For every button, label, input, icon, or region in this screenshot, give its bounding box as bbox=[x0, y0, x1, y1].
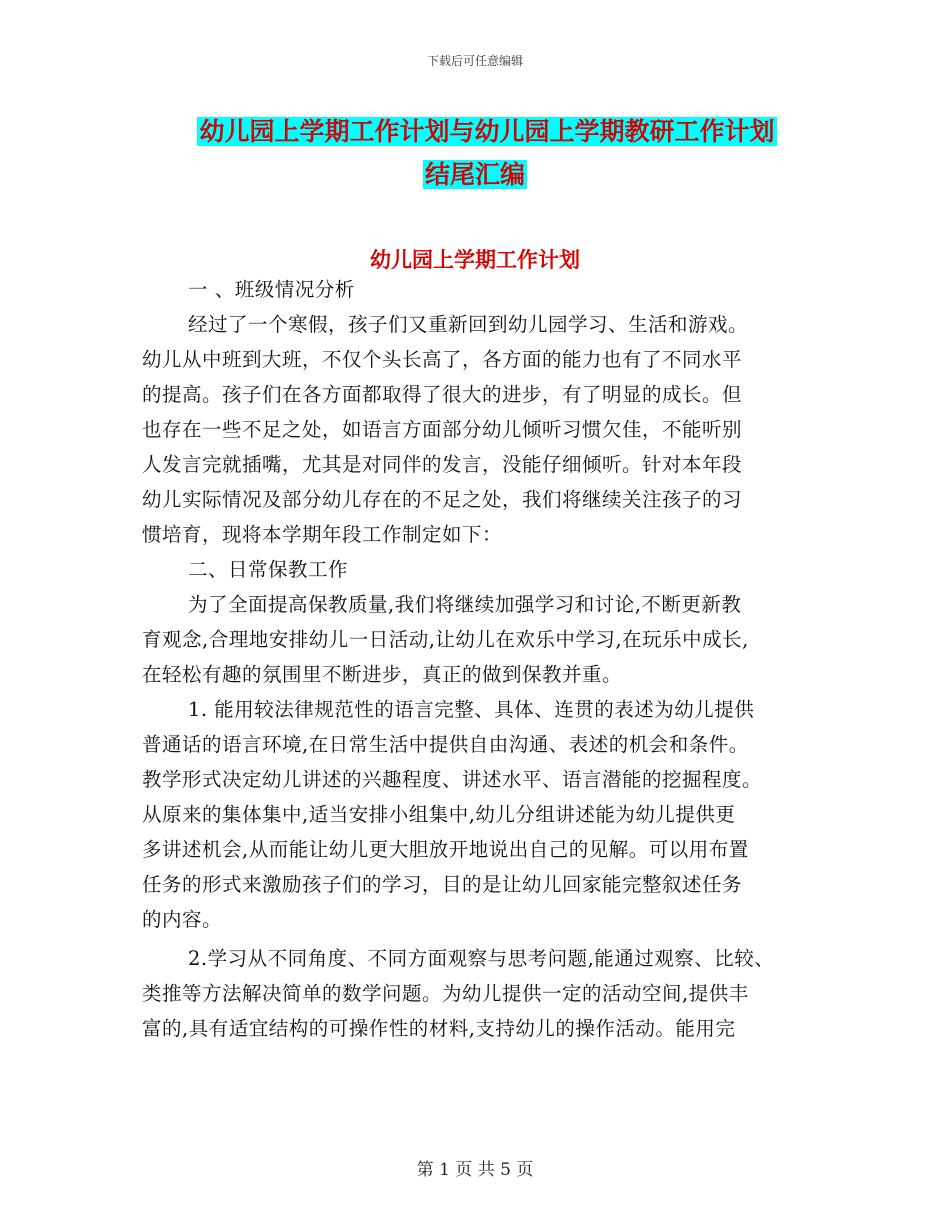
body-line: 为了全面提高保教质量,我们将继续加强学习和讨论,不断更新教 bbox=[188, 593, 742, 616]
body-line: 任务的形式来激励孩子们的学习，目的是让幼儿回家能完整叙述任务 bbox=[142, 873, 743, 896]
body-line: 多讲述机会,从而能让幼儿更大胆放开地说出自己的见解。可以用布置 bbox=[142, 838, 749, 861]
document-title-line-2 bbox=[0, 155, 950, 195]
body-line: 经过了一个寒假，孩子们又重新回到幼儿园学习、生活和游戏。 bbox=[188, 313, 749, 336]
body-line: 幼儿实际情况及部分幼儿存在的不足之处，我们将继续关注孩子的习 bbox=[142, 488, 743, 511]
body-line: 人发言完就插嘴，尤其是对同伴的发言，没能仔细倾听。针对本年段 bbox=[142, 453, 743, 476]
page-header-note: 下载后可任意编辑 bbox=[426, 54, 523, 68]
body-line: 富的,具有适宜结构的可操作性的材料,支持幼儿的操作活动。能用完 bbox=[142, 1017, 736, 1040]
body-line: 幼儿从中班到大班，不仅个头长高了，各方面的能力也有了不同水平 bbox=[142, 348, 743, 371]
body-line: 惯培育，现将本学期年段工作制定如下： bbox=[142, 523, 503, 546]
body-line: 的提高。孩子们在各方面都取得了很大的进步，有了明显的成长。但 bbox=[142, 383, 743, 406]
section-title: 幼儿园上学期工作计划 bbox=[370, 248, 580, 272]
body-line: 类推等方法解决简单的数学问题。为幼儿提供一定的活动空间,提供丰 bbox=[142, 982, 749, 1005]
body-line: 教学形式决定幼儿讲述的兴趣程度、讲述水平、语言潜能的挖掘程度。 bbox=[142, 768, 763, 791]
document-title-line-1 bbox=[0, 112, 950, 152]
body-line: 也存在一些不足之处，如语言方面部分幼儿倾听习惯欠佳，不能听别 bbox=[142, 418, 743, 441]
body-line: 二、日常保教工作 bbox=[188, 558, 349, 581]
page-footer: 第 1 页 共 5 页 bbox=[416, 1160, 534, 1180]
body-line: 从原来的集体集中,适当安排小组集中,幼儿分组讲述能为幼儿提供更 bbox=[142, 803, 736, 826]
document-title-text-2: 结尾汇编 bbox=[424, 160, 525, 189]
body-line: 育观念,合理地安排幼儿一日活动,让幼儿在欢乐中学习,在玩乐中成长, bbox=[142, 628, 749, 651]
body-line: 普通话的语言环境,在日常生活中提供自由沟通、表述的机会和条件。 bbox=[142, 733, 749, 756]
body-line: 的内容。 bbox=[142, 908, 223, 931]
body-line: 一 、班级情况分析 bbox=[188, 278, 355, 301]
body-line: 2.学习从不同角度、不同方面观察与思考问题,能通过观察、比较、 bbox=[188, 947, 775, 970]
document-title-text-1: 幼儿园上学期工作计划与幼儿园上学期教研工作计划 bbox=[199, 117, 775, 146]
body-line: 1. 能用较法律规范性的语言完整、具体、连贯的表述为幼儿提供 bbox=[188, 698, 755, 721]
body-line: 在轻松有趣的氛围里不断进步，真正的做到保教并重。 bbox=[142, 663, 623, 686]
